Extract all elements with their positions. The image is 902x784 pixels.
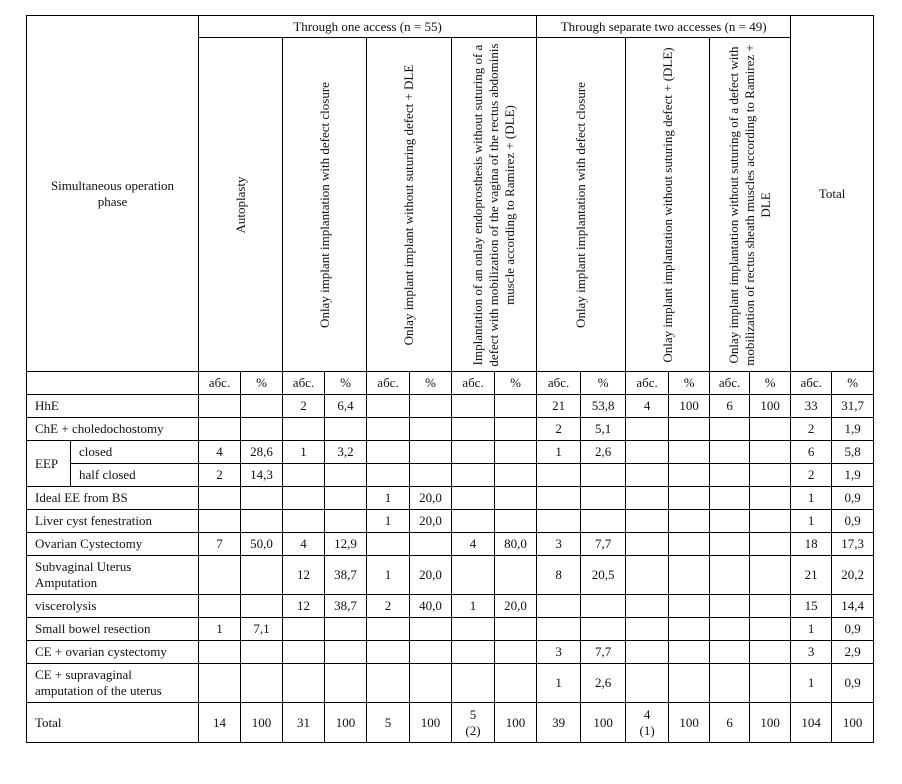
table-cell	[669, 418, 710, 441]
row-label: Ovarian Cystectomy	[27, 533, 199, 556]
table-cell: 20,2	[832, 556, 874, 595]
unit-pct-header: %	[832, 372, 874, 395]
table-cell: 28,6	[241, 441, 283, 464]
table-cell: 12	[283, 556, 325, 595]
table-cell	[410, 464, 452, 487]
column-header	[452, 38, 537, 372]
unit-abs-header: абс.	[791, 372, 832, 395]
table-cell	[199, 487, 241, 510]
unit-pct-header: %	[325, 372, 367, 395]
table-cell: 4	[626, 395, 669, 418]
units-blank	[27, 372, 199, 395]
table-cell	[410, 641, 452, 664]
table-row	[27, 533, 874, 556]
table-cell	[410, 395, 452, 418]
table-cell	[241, 487, 283, 510]
table-cell	[452, 664, 495, 703]
table-cell: 1,9	[832, 418, 874, 441]
column-header	[367, 38, 452, 372]
table-row	[27, 595, 874, 618]
table-cell: 7	[199, 533, 241, 556]
unit-abs-header: абс.	[199, 372, 241, 395]
table-cell: 38,7	[325, 595, 367, 618]
column-header	[710, 38, 791, 372]
table-cell	[241, 595, 283, 618]
table-cell: 1	[791, 618, 832, 641]
table-cell: 3	[537, 533, 581, 556]
table-cell	[283, 464, 325, 487]
total-cell: 100	[325, 703, 367, 743]
unit-abs-header: абс.	[710, 372, 750, 395]
table-cell	[537, 487, 581, 510]
table-cell	[283, 641, 325, 664]
table-cell: 1	[791, 487, 832, 510]
table-cell: 21	[791, 556, 832, 595]
table-cell	[626, 464, 669, 487]
row-label: half closed	[71, 464, 199, 487]
table-cell	[367, 641, 410, 664]
table-cell	[325, 664, 367, 703]
table-cell	[626, 487, 669, 510]
table-cell	[710, 487, 750, 510]
column-header-label: Onlay implant implant without suturing defect + DLE	[401, 64, 416, 345]
table-cell: 12	[283, 595, 325, 618]
table-row	[27, 618, 874, 641]
table-cell	[367, 664, 410, 703]
column-header	[537, 38, 626, 372]
table-cell	[495, 510, 537, 533]
table-cell	[495, 664, 537, 703]
data-table	[26, 15, 874, 743]
table-cell: 1	[791, 664, 832, 703]
total-cell: 6	[710, 703, 750, 743]
table-cell	[669, 533, 710, 556]
table-cell	[669, 641, 710, 664]
table-cell	[410, 533, 452, 556]
table-cell: 4	[199, 441, 241, 464]
table-cell	[199, 595, 241, 618]
row-label: Liver cyst fenestration	[27, 510, 199, 533]
table-cell	[325, 618, 367, 641]
table-cell	[199, 395, 241, 418]
row-label: closed	[71, 441, 199, 464]
table-cell: 6	[710, 395, 750, 418]
table-cell: 100	[669, 395, 710, 418]
table-cell	[495, 556, 537, 595]
table-cell	[710, 418, 750, 441]
table-cell: 1	[367, 487, 410, 510]
table-cell: 80,0	[495, 533, 537, 556]
total-cell: 100	[750, 703, 791, 743]
table-cell	[581, 595, 626, 618]
unit-pct-header: %	[669, 372, 710, 395]
table-cell: 20,0	[410, 510, 452, 533]
table-cell: 2,6	[581, 441, 626, 464]
row-label: Ideal EE from BS	[27, 487, 199, 510]
table-cell: 1	[199, 618, 241, 641]
table-cell	[669, 618, 710, 641]
table-cell: 12,9	[325, 533, 367, 556]
table-cell: 38,7	[325, 556, 367, 595]
table-cell: 20,5	[581, 556, 626, 595]
table-cell	[367, 618, 410, 641]
unit-abs-header: абс.	[537, 372, 581, 395]
table-cell	[626, 510, 669, 533]
table-cell	[710, 556, 750, 595]
column-header-label: Onlay implant implantation without suturing of a defect with mobilization of rectus sheath muscles according to Ramirez + DLE	[726, 43, 774, 366]
table-cell	[750, 533, 791, 556]
table-cell	[581, 510, 626, 533]
total-cell: 5	[367, 703, 410, 743]
table-cell: 1	[537, 441, 581, 464]
table-cell: 6,4	[325, 395, 367, 418]
table-cell: 20,0	[495, 595, 537, 618]
unit-pct-header: %	[581, 372, 626, 395]
total-cell: 100	[410, 703, 452, 743]
table-cell	[452, 618, 495, 641]
table-cell	[669, 510, 710, 533]
table-cell	[750, 441, 791, 464]
row-label: ChE + choledochostomy	[27, 418, 199, 441]
table-cell	[452, 395, 495, 418]
table-cell	[669, 441, 710, 464]
table-cell	[710, 464, 750, 487]
table-row	[27, 556, 874, 595]
table-cell	[283, 618, 325, 641]
row-label: CE + ovarian cystectomy	[27, 641, 199, 664]
table-cell: 2	[199, 464, 241, 487]
row-group-label: EEP	[27, 441, 71, 487]
table-cell	[750, 641, 791, 664]
table-cell	[325, 510, 367, 533]
table-cell	[710, 510, 750, 533]
total-cell: 100	[669, 703, 710, 743]
table-cell	[710, 533, 750, 556]
table-cell	[710, 618, 750, 641]
table-cell: 6	[791, 441, 832, 464]
table-cell: 18	[791, 533, 832, 556]
table-cell	[669, 464, 710, 487]
table-cell	[669, 556, 710, 595]
table-cell	[283, 510, 325, 533]
table-cell: 1	[367, 510, 410, 533]
table-cell: 2	[367, 595, 410, 618]
table-cell: 0,9	[832, 487, 874, 510]
table-cell	[626, 556, 669, 595]
table-cell	[241, 556, 283, 595]
table-cell	[325, 418, 367, 441]
table-cell	[581, 487, 626, 510]
table-cell: 1	[537, 664, 581, 703]
table-cell: 17,3	[832, 533, 874, 556]
table-row	[27, 487, 874, 510]
table-row	[27, 418, 874, 441]
column-header-label: Onlay implant implantation without suturing defect + (DLE)	[659, 46, 675, 363]
table-cell	[750, 487, 791, 510]
column-header	[199, 38, 283, 372]
table-cell	[367, 464, 410, 487]
table-cell: 14,4	[832, 595, 874, 618]
total-header: Total	[791, 16, 874, 372]
table-cell: 40,0	[410, 595, 452, 618]
group-header-one-access: Through one access (n = 55)	[199, 16, 537, 38]
unit-pct-header: %	[410, 372, 452, 395]
table-cell	[325, 487, 367, 510]
unit-abs-header: абс.	[452, 372, 495, 395]
row-label: HhE	[27, 395, 199, 418]
column-header-label: Implantation of an onlay endoprosthesis without suturing of a defect with mobilization of the vagina of the rectus abdominis muscle according to Ramirez + (DLE)	[470, 42, 518, 367]
group-header-two-accesses: Through separate two accesses (n = 49)	[537, 16, 791, 38]
table-cell	[199, 418, 241, 441]
table-cell	[750, 418, 791, 441]
table-cell	[710, 664, 750, 703]
total-cell: 100	[581, 703, 626, 743]
table-cell: 2	[537, 418, 581, 441]
table-cell: 31,7	[832, 395, 874, 418]
table-cell: 5,8	[832, 441, 874, 464]
table-cell	[325, 464, 367, 487]
table-cell	[452, 641, 495, 664]
table-cell	[199, 641, 241, 664]
table-cell: 2	[791, 418, 832, 441]
table-cell	[581, 464, 626, 487]
table-cell	[626, 664, 669, 703]
table-cell	[199, 664, 241, 703]
table-cell: 21	[537, 395, 581, 418]
table-cell	[452, 556, 495, 595]
table-cell: 0,9	[832, 664, 874, 703]
table-cell	[626, 595, 669, 618]
table-cell	[495, 395, 537, 418]
total-cell: 39	[537, 703, 581, 743]
table-cell	[495, 441, 537, 464]
table-cell	[367, 441, 410, 464]
row-label: CE + supravaginal amputation of the uterus	[27, 664, 199, 703]
table-cell	[710, 441, 750, 464]
table-cell: 33	[791, 395, 832, 418]
table-cell: 5,1	[581, 418, 626, 441]
total-row	[27, 703, 874, 743]
table-row	[27, 664, 874, 703]
row-header-title: Simultaneous operation phase	[27, 16, 199, 372]
table-cell	[283, 418, 325, 441]
table-cell	[750, 595, 791, 618]
table-cell: 15	[791, 595, 832, 618]
table-cell: 50,0	[241, 533, 283, 556]
total-row-label: Total	[27, 703, 199, 743]
table-cell	[750, 510, 791, 533]
table-cell	[452, 441, 495, 464]
table-cell	[367, 418, 410, 441]
table-cell	[241, 641, 283, 664]
unit-pct-header: %	[241, 372, 283, 395]
column-header-label: Autoplasty	[232, 175, 248, 234]
table-cell	[495, 487, 537, 510]
table-cell	[241, 395, 283, 418]
total-cell: 100	[832, 703, 874, 743]
table-cell: 8	[537, 556, 581, 595]
table-cell	[669, 664, 710, 703]
unit-pct-header: %	[750, 372, 791, 395]
table-cell	[537, 595, 581, 618]
table-cell	[241, 418, 283, 441]
table-cell	[710, 641, 750, 664]
table-cell: 2,9	[832, 641, 874, 664]
table-cell	[626, 641, 669, 664]
unit-pct-header: %	[495, 372, 537, 395]
total-cell: 14	[199, 703, 241, 743]
table-cell	[495, 618, 537, 641]
table-cell	[452, 464, 495, 487]
table-cell	[495, 641, 537, 664]
table-cell	[537, 464, 581, 487]
table-cell: 7,1	[241, 618, 283, 641]
table-cell: 3	[537, 641, 581, 664]
total-cell: 104	[791, 703, 832, 743]
table-cell: 1	[367, 556, 410, 595]
table-cell: 100	[750, 395, 791, 418]
table-cell: 7,7	[581, 641, 626, 664]
table-cell	[495, 464, 537, 487]
total-cell: 100	[241, 703, 283, 743]
table-cell: 4	[283, 533, 325, 556]
row-label: viscerolysis	[27, 595, 199, 618]
table-cell	[452, 418, 495, 441]
table-cell	[410, 618, 452, 641]
table-cell: 20,0	[410, 487, 452, 510]
table-cell	[626, 618, 669, 641]
table-cell: 20,0	[410, 556, 452, 595]
row-label: Small bowel resection	[27, 618, 199, 641]
total-cell: 5 (2)	[452, 703, 495, 743]
unit-abs-header: абс.	[283, 372, 325, 395]
total-cell: 4 (1)	[626, 703, 669, 743]
table-cell: 2	[791, 464, 832, 487]
table-cell: 2,6	[581, 664, 626, 703]
table-cell: 14,3	[241, 464, 283, 487]
table-cell: 53,8	[581, 395, 626, 418]
table-cell: 4	[452, 533, 495, 556]
table-cell	[410, 441, 452, 464]
total-cell: 31	[283, 703, 325, 743]
column-header-label: Onlay implant implantation with defect closure	[573, 81, 589, 328]
table-cell	[750, 664, 791, 703]
unit-abs-header: абс.	[367, 372, 410, 395]
table-cell: 1,9	[832, 464, 874, 487]
table-cell	[367, 533, 410, 556]
table-cell: 0,9	[832, 510, 874, 533]
table-cell	[626, 441, 669, 464]
table-cell	[626, 418, 669, 441]
table-row	[27, 464, 874, 487]
table-cell	[537, 618, 581, 641]
table-cell	[710, 595, 750, 618]
table-cell: 0,9	[832, 618, 874, 641]
table-cell	[199, 556, 241, 595]
table-cell	[669, 595, 710, 618]
table-row	[27, 395, 874, 418]
table-cell	[325, 641, 367, 664]
table-cell	[199, 510, 241, 533]
table-cell	[283, 487, 325, 510]
unit-abs-header: абс.	[626, 372, 669, 395]
table-row	[27, 441, 874, 464]
table-cell	[495, 418, 537, 441]
total-cell: 100	[495, 703, 537, 743]
table-cell	[410, 664, 452, 703]
table-cell: 1	[791, 510, 832, 533]
column-header	[283, 38, 367, 372]
table-cell	[241, 664, 283, 703]
table-cell	[452, 487, 495, 510]
column-header	[626, 38, 710, 372]
table-cell	[241, 510, 283, 533]
table-cell	[626, 533, 669, 556]
table-cell: 7,7	[581, 533, 626, 556]
table-cell	[750, 556, 791, 595]
table-cell: 3,2	[325, 441, 367, 464]
table-row	[27, 641, 874, 664]
table-cell	[410, 418, 452, 441]
table-row	[27, 510, 874, 533]
table-cell	[669, 487, 710, 510]
table-cell: 1	[283, 441, 325, 464]
table-cell: 1	[452, 595, 495, 618]
table-cell	[750, 464, 791, 487]
table-cell: 3	[791, 641, 832, 664]
table-cell	[537, 510, 581, 533]
table-cell	[452, 510, 495, 533]
column-header-label: Onlay implant implantation with defect closure	[316, 81, 332, 328]
table-cell	[750, 618, 791, 641]
row-label: Subvaginal Uterus Amputation	[27, 556, 199, 595]
table-cell	[367, 395, 410, 418]
table-cell	[283, 664, 325, 703]
table-cell: 2	[283, 395, 325, 418]
table-cell	[581, 618, 626, 641]
